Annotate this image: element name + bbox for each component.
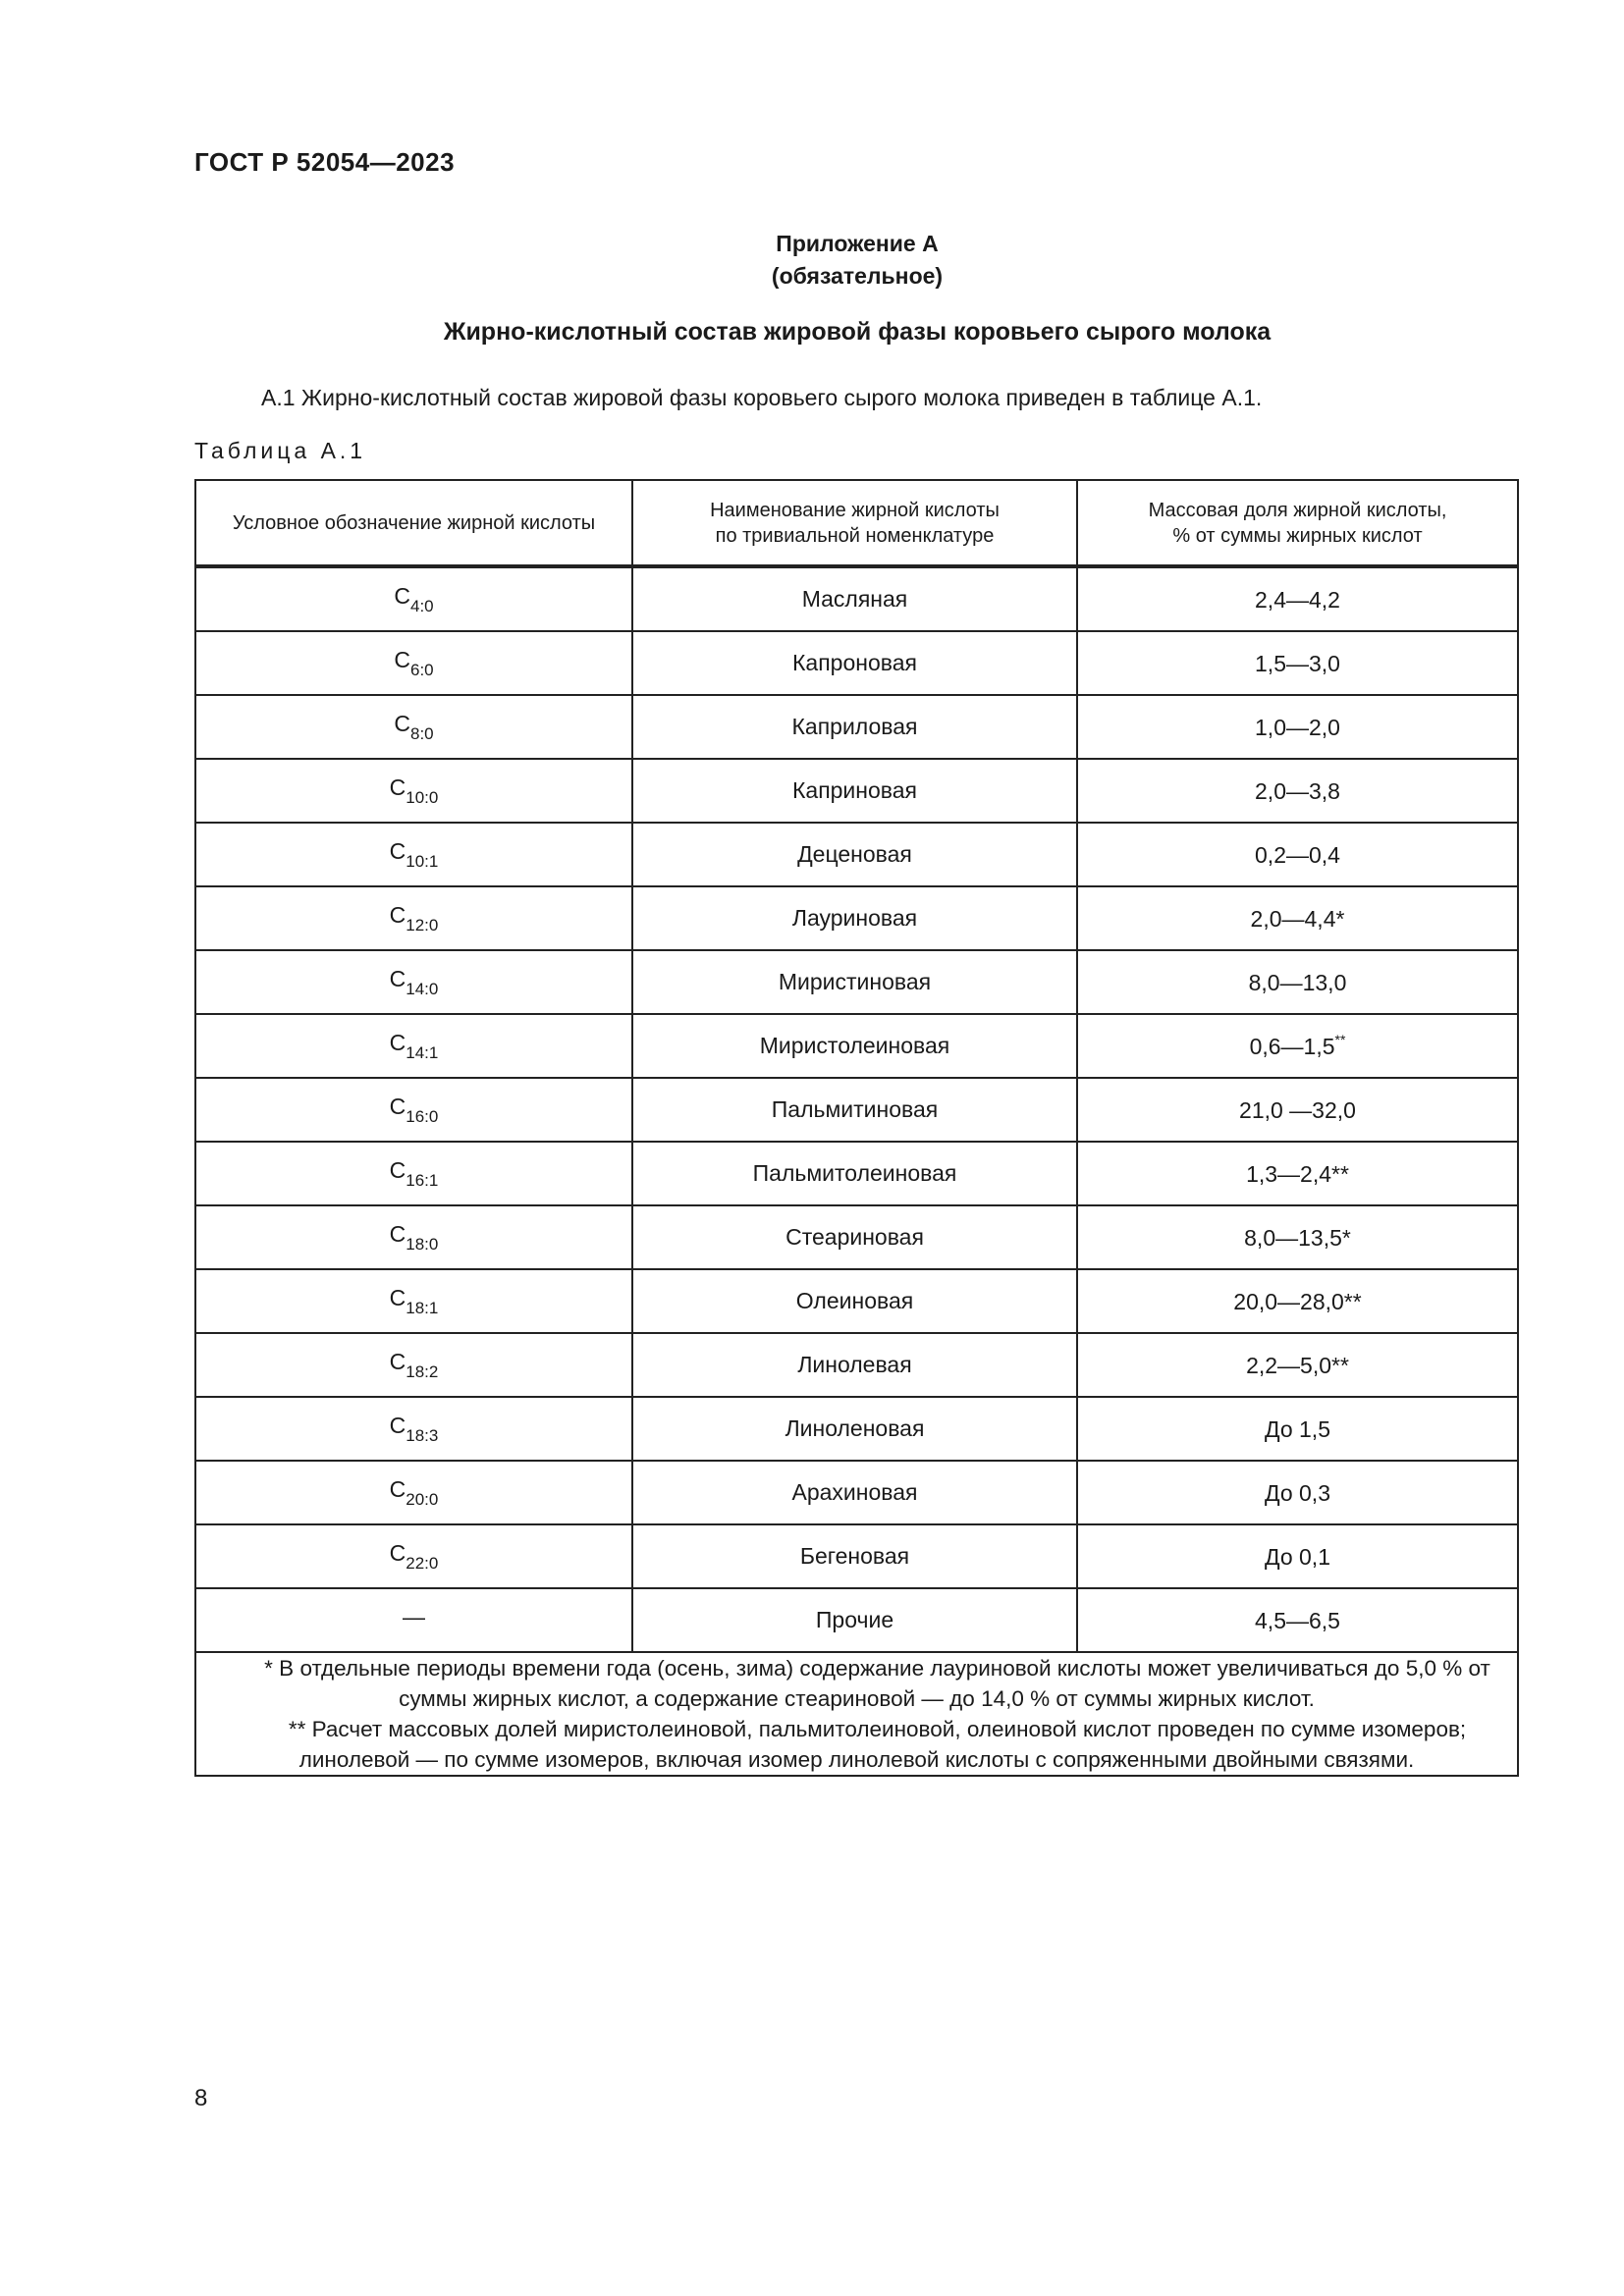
header-name-line2: по тривиальной номенклатуре (715, 524, 995, 547)
cell-symbol (195, 1524, 632, 1588)
mass-fraction-value: 2,2—5,0** (1246, 1353, 1349, 1378)
cell-symbol (195, 886, 632, 950)
cell-symbol (195, 1461, 632, 1524)
cell-symbol (195, 566, 632, 631)
mass-fraction-value: 2,0—4,4* (1250, 906, 1345, 932)
table-row (195, 1142, 1518, 1205)
cell-value (1077, 1014, 1518, 1078)
cell-name: Пальмитиновая (632, 1078, 1077, 1142)
table-row (195, 1397, 1518, 1461)
mass-fraction-value: 8,0—13,0 (1248, 970, 1347, 995)
header-symbol: Условное обозначение жирной кислоты (195, 480, 632, 566)
mass-fraction-value: 4,5—6,5 (1255, 1608, 1340, 1633)
acid-subscript: 16:1 (406, 1170, 439, 1190)
mass-fraction-value: 0,6—1,5 (1249, 1034, 1335, 1059)
table-row (195, 1461, 1518, 1524)
appendix-title: Приложение А (776, 231, 939, 256)
appendix-heading (0, 228, 1624, 293)
acid-symbol: C (394, 710, 410, 736)
acid-subscript: 20:0 (406, 1489, 439, 1509)
acid-subscript: 12:0 (406, 915, 439, 934)
cell-value (1077, 1078, 1518, 1142)
cell-value (1077, 1333, 1518, 1397)
mass-fraction-value: До 0,3 (1265, 1480, 1330, 1506)
cell-value (1077, 1588, 1518, 1652)
mass-fraction-value: 2,4—4,2 (1255, 587, 1340, 613)
acid-subscript: 18:0 (406, 1234, 439, 1254)
table-row (195, 950, 1518, 1014)
table-body (195, 566, 1518, 1652)
cell-symbol (195, 1333, 632, 1397)
cell-value (1077, 1205, 1518, 1269)
table-row (195, 1269, 1518, 1333)
acid-symbol: — (403, 1603, 425, 1629)
acid-subscript: 18:2 (406, 1362, 439, 1381)
cell-name: Бегеновая (632, 1524, 1077, 1588)
table-row (195, 695, 1518, 759)
cell-name: Миристиновая (632, 950, 1077, 1014)
acid-symbol: C (389, 1412, 406, 1438)
table-row (195, 759, 1518, 823)
table-caption: Таблица А.1 (194, 438, 367, 463)
header-name (632, 480, 1077, 566)
mass-fraction-value: 21,0 —32,0 (1239, 1097, 1356, 1123)
cell-name: Деценовая (632, 823, 1077, 886)
cell-value (1077, 631, 1518, 695)
cell-symbol (195, 950, 632, 1014)
table-row (195, 1014, 1518, 1078)
acid-symbol: C (389, 1093, 406, 1119)
acid-subscript: 10:0 (406, 787, 439, 807)
cell-symbol (195, 1205, 632, 1269)
mass-fraction-value: 20,0—28,0** (1233, 1289, 1362, 1314)
cell-value (1077, 759, 1518, 823)
table-row (195, 1588, 1518, 1652)
cell-name: Линолевая (632, 1333, 1077, 1397)
table-row (195, 1078, 1518, 1142)
acid-symbol: C (389, 1029, 406, 1055)
appendix-status: (обязательное) (771, 263, 944, 289)
cell-name: Каприловая (632, 695, 1077, 759)
mass-fraction-value: До 0,1 (1265, 1544, 1330, 1570)
cell-name: Олеиновая (632, 1269, 1077, 1333)
mass-fraction-value: 1,3—2,4** (1246, 1161, 1349, 1187)
cell-symbol (195, 1269, 632, 1333)
cell-value (1077, 566, 1518, 631)
cell-symbol (195, 631, 632, 695)
table-header-row (195, 480, 1518, 566)
page-number: 8 (194, 2085, 208, 2111)
note-1: * В отдельные периоды времени года (осень, зима) содержание лауриновой кислоты может увеличиваться до 5,0 % от суммы жирных кислот, а содержание стеариновой — до 14,0 % от суммы жирных кислот. (264, 1656, 1490, 1711)
acid-symbol: C (389, 965, 406, 991)
header-mass-fraction (1077, 480, 1518, 566)
cell-name: Прочие (632, 1588, 1077, 1652)
cell-value (1077, 1397, 1518, 1461)
acid-subscript: 8:0 (409, 723, 434, 743)
cell-name: Капроновая (632, 631, 1077, 695)
cell-name: Каприновая (632, 759, 1077, 823)
table-row (195, 823, 1518, 886)
cell-symbol (195, 695, 632, 759)
cell-value (1077, 950, 1518, 1014)
acid-symbol: C (389, 1348, 406, 1374)
intro-paragraph: А.1 Жирно-кислотный состав жировой фазы коровьего сырого молока приведен в таблице А.1. (261, 385, 1263, 410)
cell-name: Арахиновая (632, 1461, 1077, 1524)
cell-value (1077, 823, 1518, 886)
acid-subscript: 10:1 (406, 851, 439, 871)
cell-value (1077, 1269, 1518, 1333)
acid-symbol: C (389, 774, 406, 800)
acid-symbol: C (389, 837, 406, 864)
cell-symbol (195, 1014, 632, 1078)
cell-symbol (195, 759, 632, 823)
mass-fraction-value: До 1,5 (1265, 1416, 1330, 1442)
cell-value (1077, 886, 1518, 950)
section-title: Жирно-кислотный состав жировой фазы коровьего сырого молока (443, 318, 1272, 346)
footnote-mark: ** (1334, 1032, 1346, 1047)
table-row (195, 566, 1518, 631)
cell-symbol (195, 823, 632, 886)
acid-subscript: 18:3 (406, 1425, 439, 1445)
table-row (195, 1524, 1518, 1588)
table-row (195, 1333, 1518, 1397)
mass-fraction-value: 2,0—3,8 (1255, 778, 1340, 804)
cell-name: Лауриновая (632, 886, 1077, 950)
cell-value (1077, 1524, 1518, 1588)
table-row (195, 631, 1518, 695)
mass-fraction-value: 1,0—2,0 (1255, 715, 1340, 740)
acid-symbol: C (394, 582, 410, 609)
fatty-acid-table (194, 479, 1519, 1777)
mass-fraction-value: 0,2—0,4 (1255, 842, 1340, 868)
header-name-line1: Наименование жирной кислоты (710, 499, 1000, 521)
acid-subscript: 14:1 (406, 1042, 439, 1062)
acid-subscript: 4:0 (409, 596, 434, 615)
acid-subscript: 18:1 (406, 1298, 439, 1317)
cell-value (1077, 1142, 1518, 1205)
header-mass-line2: % от суммы жирных кислот (1172, 524, 1423, 547)
notes-row (195, 1652, 1518, 1776)
cell-name: Масляная (632, 566, 1077, 631)
acid-symbol: C (389, 1475, 406, 1502)
acid-symbol: C (394, 646, 410, 672)
cell-symbol (195, 1397, 632, 1461)
acid-subscript: 22:0 (406, 1553, 439, 1573)
cell-name: Стеариновая (632, 1205, 1077, 1269)
table-row (195, 1205, 1518, 1269)
note-2: ** Расчет массовых долей миристолеиновой, пальмитолеиновой, олеиновой кислот проведен по сумме изомеров; линолевой — по сумме изомеров, включая изомер линолевой кислоты с сопряженными двойными связями. (288, 1717, 1467, 1772)
acid-symbol: C (389, 1539, 406, 1566)
acid-subscript: 14:0 (406, 979, 439, 998)
acid-symbol: C (389, 1284, 406, 1310)
cell-name: Линоленовая (632, 1397, 1077, 1461)
acid-subscript: 6:0 (409, 660, 434, 679)
mass-fraction-value: 8,0—13,5* (1244, 1225, 1351, 1251)
acid-symbol: C (389, 1220, 406, 1247)
cell-symbol (195, 1078, 632, 1142)
acid-symbol: C (389, 901, 406, 928)
cell-name: Пальмитолеиновая (632, 1142, 1077, 1205)
table-notes (195, 1652, 1518, 1776)
cell-value (1077, 695, 1518, 759)
acid-subscript: 16:0 (406, 1106, 439, 1126)
table-row (195, 886, 1518, 950)
cell-symbol (195, 1588, 632, 1652)
acid-symbol: C (389, 1156, 406, 1183)
mass-fraction-value: 1,5—3,0 (1255, 651, 1340, 676)
cell-name: Миристолеиновая (632, 1014, 1077, 1078)
cell-symbol (195, 1142, 632, 1205)
header-mass-line1: Массовая доля жирной кислоты, (1148, 499, 1447, 521)
document-code: ГОСТ Р 52054—2023 (194, 147, 456, 177)
cell-value (1077, 1461, 1518, 1524)
